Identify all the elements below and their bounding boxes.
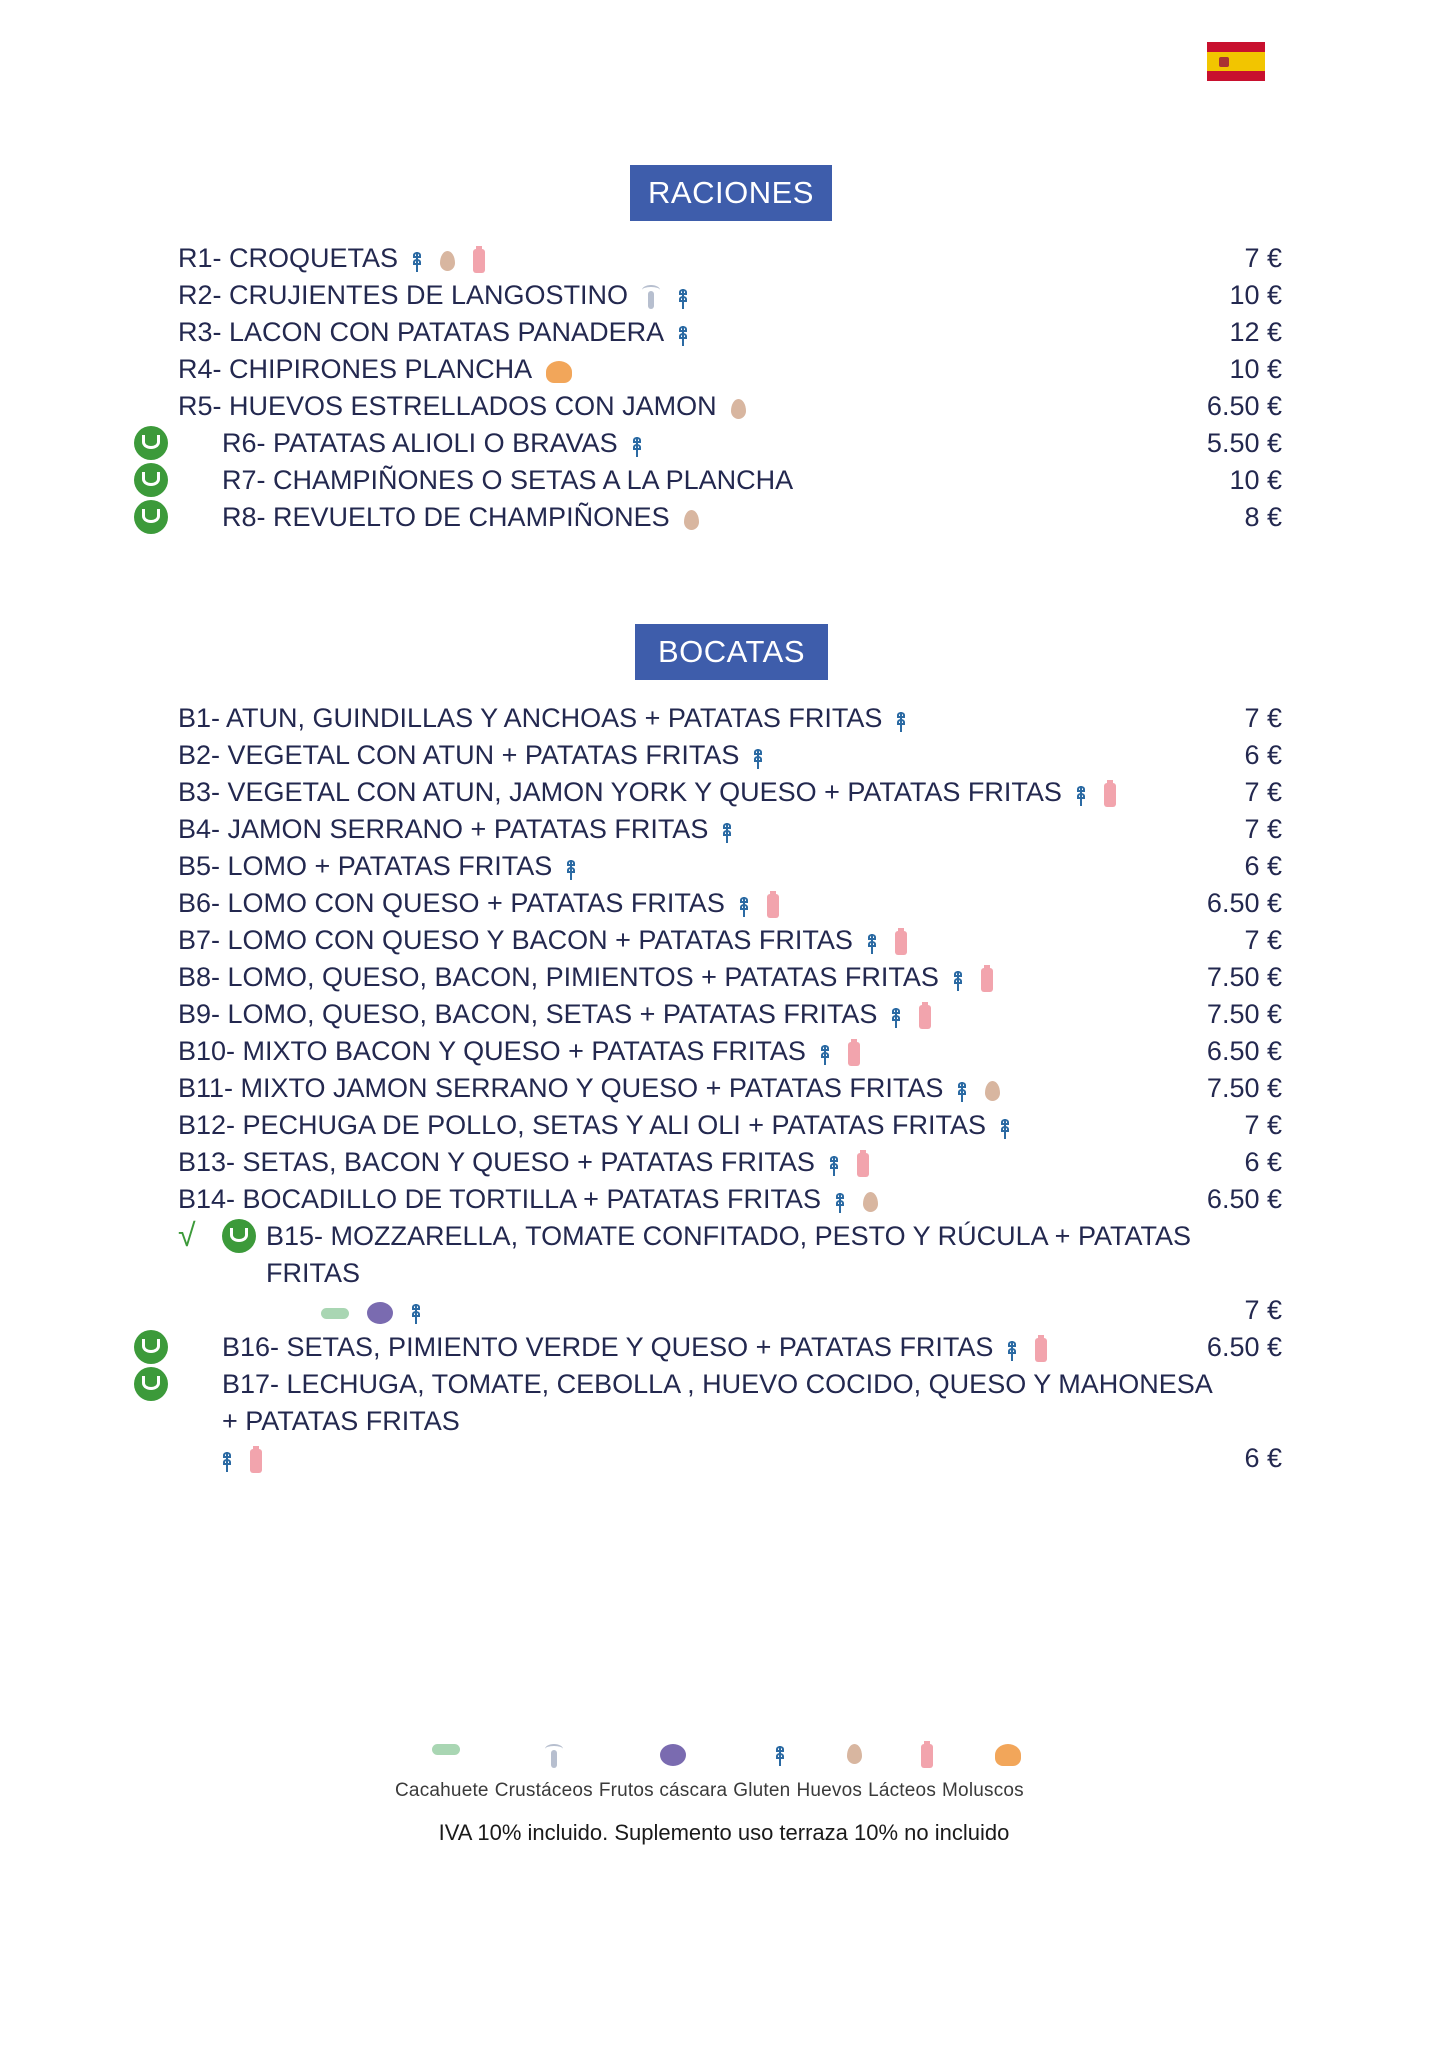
gluten-icon	[829, 1154, 839, 1176]
menu-item	[178, 774, 1282, 811]
menu-item-price: 7 €	[1244, 777, 1282, 807]
menu-item	[178, 811, 1282, 848]
menu-item-price: 12 €	[1229, 317, 1282, 347]
menu-item-price: 7.50 €	[1206, 1073, 1282, 1103]
menu-item-price: 10 €	[1229, 465, 1282, 495]
allergen-icons	[684, 500, 717, 537]
dairy-icon	[857, 1153, 869, 1177]
legend-label-mollusc: Moluscos	[942, 1780, 1024, 1801]
menu-item-name: B6- LOMO CON QUESO + PATATAS FRITAS	[178, 888, 725, 918]
menu-item-name: R6- PATATAS ALIOLI O BRAVAS	[222, 428, 618, 458]
dairy-icon	[848, 1042, 860, 1066]
menu-item-name: B16- SETAS, PIMIENTO VERDE Y QUESO + PATATAS FRITAS	[222, 1332, 994, 1362]
menu-item	[178, 996, 1282, 1033]
bocatas-list	[178, 700, 1282, 1477]
legend-label-peanut: Cacahuete	[395, 1780, 489, 1801]
section-title-raciones: RACIONES	[630, 165, 832, 221]
gluten-icon	[1000, 1117, 1010, 1139]
vegetarian-icon	[222, 1219, 256, 1253]
section-title-bocatas: BOCATAS	[635, 624, 828, 680]
allergen-icons	[566, 849, 594, 886]
menu-item-price: 8 €	[1244, 502, 1282, 532]
egg-icon	[440, 251, 455, 271]
menu-item	[178, 314, 1282, 351]
menu-item-name: R8- REVUELTO DE CHAMPIÑONES	[222, 502, 670, 532]
menu-item-name: B8- LOMO, QUESO, BACON, PIMIENTOS + PATATAS FRITAS	[178, 962, 939, 992]
mollusc-icon	[995, 1744, 1021, 1766]
menu-item-name: B1- ATUN, GUINDILLAS Y ANCHOAS + PATATAS FRITAS	[178, 703, 883, 733]
menu-item-name: B15- MOZZARELLA, TOMATE CONFITADO, PESTO Y RÚCULA + PATATAS FRITAS	[266, 1221, 1191, 1288]
gluten-icon	[835, 1191, 845, 1213]
menu-item-name: R5- HUEVOS ESTRELLADOS CON JAMON	[178, 391, 717, 421]
menu-item	[178, 462, 1282, 499]
menu-item-price: 6.50 €	[1206, 1332, 1282, 1362]
mollusc-icon	[546, 361, 572, 383]
egg-icon	[847, 1744, 862, 1764]
menu-item-name: B17- LECHUGA, TOMATE, CEBOLLA , HUEVO COCIDO, QUESO Y MAHONESA + PATATAS FRITAS	[222, 1369, 1212, 1436]
menu-item-name: R3- LACON CON PATATAS PANADERA	[178, 317, 665, 347]
egg-icon	[863, 1192, 878, 1212]
allergen-icons	[546, 352, 590, 389]
menu-item-name: R7- CHAMPIÑONES O SETAS A LA PLANCHA	[222, 465, 794, 495]
menu-item-price: 6.50 €	[1206, 391, 1282, 421]
menu-item-price: 6.50 €	[1206, 888, 1282, 918]
allergen-icons	[957, 1071, 1018, 1108]
gluten-icon	[953, 969, 963, 991]
vegetarian-icon	[134, 463, 168, 497]
legend-label-egg: Huevos	[796, 1780, 863, 1801]
menu-item-price: 7 €	[1244, 814, 1282, 844]
allergen-icons	[722, 812, 750, 849]
menu-item-name: B7- LOMO CON QUESO Y BACON + PATATAS FRITAS	[178, 925, 853, 955]
menu-item-price: 10 €	[1229, 354, 1282, 384]
vegetarian-icon	[134, 1367, 168, 1401]
allergen-icons	[1000, 1108, 1028, 1145]
menu-item-price: 10 €	[1229, 280, 1282, 310]
menu-item	[178, 499, 1282, 536]
vegetarian-icon	[134, 1330, 168, 1364]
menu-item	[178, 737, 1282, 774]
menu-item-name: B13- SETAS, BACON Y QUESO + PATATAS FRITAS	[178, 1147, 815, 1177]
menu-item	[178, 1218, 1282, 1329]
gluten-icon	[1007, 1339, 1017, 1361]
menu-item	[178, 240, 1282, 277]
menu-item-price: 7 €	[1244, 1295, 1282, 1325]
allergen-icons	[739, 886, 797, 923]
menu-item	[178, 922, 1282, 959]
legend-label-gluten: Gluten	[733, 1780, 791, 1801]
menu-item-name: B9- LOMO, QUESO, BACON, SETAS + PATATAS FRITAS	[178, 999, 878, 1029]
allergen-icons	[731, 389, 764, 426]
menu-item	[178, 1366, 1282, 1477]
menu-item-price: 6 €	[1244, 1443, 1282, 1473]
nut-icon	[660, 1744, 686, 1766]
allergen-icons	[867, 923, 925, 960]
dairy-icon	[1035, 1338, 1047, 1362]
gluten-icon	[566, 858, 576, 880]
allergen-icons	[321, 1293, 439, 1330]
dairy-icon	[895, 931, 907, 955]
menu-item-price: 6 €	[1244, 740, 1282, 770]
gluten-icon	[678, 324, 688, 346]
allergen-icons	[642, 278, 706, 315]
menu-item	[178, 885, 1282, 922]
gluten-icon	[412, 250, 422, 272]
menu-item-name: B10- MIXTO BACON Y QUESO + PATATAS FRITAS	[178, 1036, 806, 1066]
gluten-icon	[896, 710, 906, 732]
legend-label-dairy: Lácteos	[868, 1780, 937, 1801]
raciones-list	[178, 240, 1282, 536]
crustacean-icon	[545, 1744, 563, 1770]
menu-item-name: B3- VEGETAL CON ATUN, JAMON YORK Y QUESO + PATATAS FRITAS	[178, 777, 1062, 807]
allergen-icons	[412, 241, 503, 278]
gluten-icon	[678, 287, 688, 309]
menu-item-price: 7 €	[1244, 925, 1282, 955]
menu-item-price: 6.50 €	[1206, 1036, 1282, 1066]
allergen-icons	[820, 1034, 878, 1071]
menu-item-name: B14- BOCADILLO DE TORTILLA + PATATAS FRITAS	[178, 1184, 821, 1214]
menu-item-name: R1- CROQUETAS	[178, 243, 399, 273]
gluten-icon	[753, 747, 763, 769]
menu-item	[178, 1181, 1282, 1218]
dairy-icon	[767, 894, 779, 918]
menu-item	[178, 1033, 1282, 1070]
allergen-icons	[753, 738, 781, 775]
allergen-icons	[632, 426, 660, 463]
peanut-icon	[321, 1308, 349, 1319]
menu-item-price: 7.50 €	[1206, 962, 1282, 992]
nut-icon	[367, 1302, 393, 1324]
vegan-check-icon: √	[178, 1217, 196, 1253]
gluten-icon	[739, 895, 749, 917]
menu-item-name: B11- MIXTO JAMON SERRANO Y QUESO + PATATAS FRITAS	[178, 1073, 944, 1103]
gluten-icon	[222, 1450, 232, 1472]
gluten-icon	[411, 1302, 421, 1324]
dairy-icon	[250, 1449, 262, 1473]
menu-item	[178, 700, 1282, 737]
menu-item	[178, 425, 1282, 462]
menu-item	[178, 388, 1282, 425]
egg-icon	[684, 510, 699, 530]
allergen-icons	[222, 1441, 280, 1478]
menu-item	[178, 1107, 1282, 1144]
menu-item-name: B4- JAMON SERRANO + PATATAS FRITAS	[178, 814, 709, 844]
menu-item	[178, 351, 1282, 388]
allergen-icons	[953, 960, 1011, 997]
allergen-icons	[891, 997, 949, 1034]
tax-footnote: IVA 10% incluido. Suplemento uso terraza 10% no incluido	[438, 1820, 1010, 1845]
allergen-icons	[1007, 1330, 1065, 1367]
menu-item-name: B2- VEGETAL CON ATUN + PATATAS FRITAS	[178, 740, 740, 770]
menu-item-price: 7 €	[1244, 243, 1282, 273]
menu-item-price: 6.50 €	[1206, 1184, 1282, 1214]
allergen-icons	[1076, 775, 1134, 812]
menu-item-name: B5- LOMO + PATATAS FRITAS	[178, 851, 553, 881]
menu-item-price: 6 €	[1244, 851, 1282, 881]
egg-icon	[731, 399, 746, 419]
menu-item-price: 5.50 €	[1206, 428, 1282, 458]
menu-item	[178, 277, 1282, 314]
allergen-icons	[835, 1182, 896, 1219]
menu-item-price: 7 €	[1244, 703, 1282, 733]
crustacean-icon	[642, 285, 660, 311]
allergen-legend	[395, 1740, 1055, 1802]
gluten-icon	[1076, 784, 1086, 806]
peanut-icon	[432, 1744, 460, 1755]
menu-item-price: 7 €	[1244, 1110, 1282, 1140]
egg-icon	[985, 1081, 1000, 1101]
allergen-icons	[678, 315, 706, 352]
menu-item-name: R4- CHIPIRONES PLANCHA	[178, 354, 533, 384]
menu-item-name: B12- PECHUGA DE POLLO, SETAS Y ALI OLI + PATATAS FRITAS	[178, 1110, 987, 1140]
menu-item	[178, 1070, 1282, 1107]
gluten-icon	[722, 821, 732, 843]
gluten-icon	[957, 1080, 967, 1102]
gluten-icon	[891, 1006, 901, 1028]
dairy-icon	[473, 249, 485, 273]
gluten-icon	[867, 932, 877, 954]
menu-item	[178, 1329, 1282, 1366]
dairy-icon	[919, 1005, 931, 1029]
gluten-icon	[632, 435, 642, 457]
gluten-icon	[775, 1744, 785, 1766]
legend-label-nut: Frutos cáscara	[598, 1780, 728, 1801]
menu-item	[178, 959, 1282, 996]
menu-item	[178, 848, 1282, 885]
legend-label-crustacean: Crustáceos	[494, 1780, 593, 1801]
menu-item	[178, 1144, 1282, 1181]
vegetarian-icon	[134, 500, 168, 534]
allergen-icons	[829, 1145, 887, 1182]
vegetarian-icon	[134, 426, 168, 460]
dairy-icon	[921, 1744, 933, 1768]
menu-item-price: 7.50 €	[1206, 999, 1282, 1029]
dairy-icon	[981, 968, 993, 992]
allergen-icons	[896, 701, 924, 738]
menu-item-name: R2- CRUJIENTES DE LANGOSTINO	[178, 280, 629, 310]
menu-item-price: 6 €	[1244, 1147, 1282, 1177]
gluten-icon	[820, 1043, 830, 1065]
dairy-icon	[1104, 783, 1116, 807]
spain-flag-icon[interactable]	[1207, 42, 1265, 81]
